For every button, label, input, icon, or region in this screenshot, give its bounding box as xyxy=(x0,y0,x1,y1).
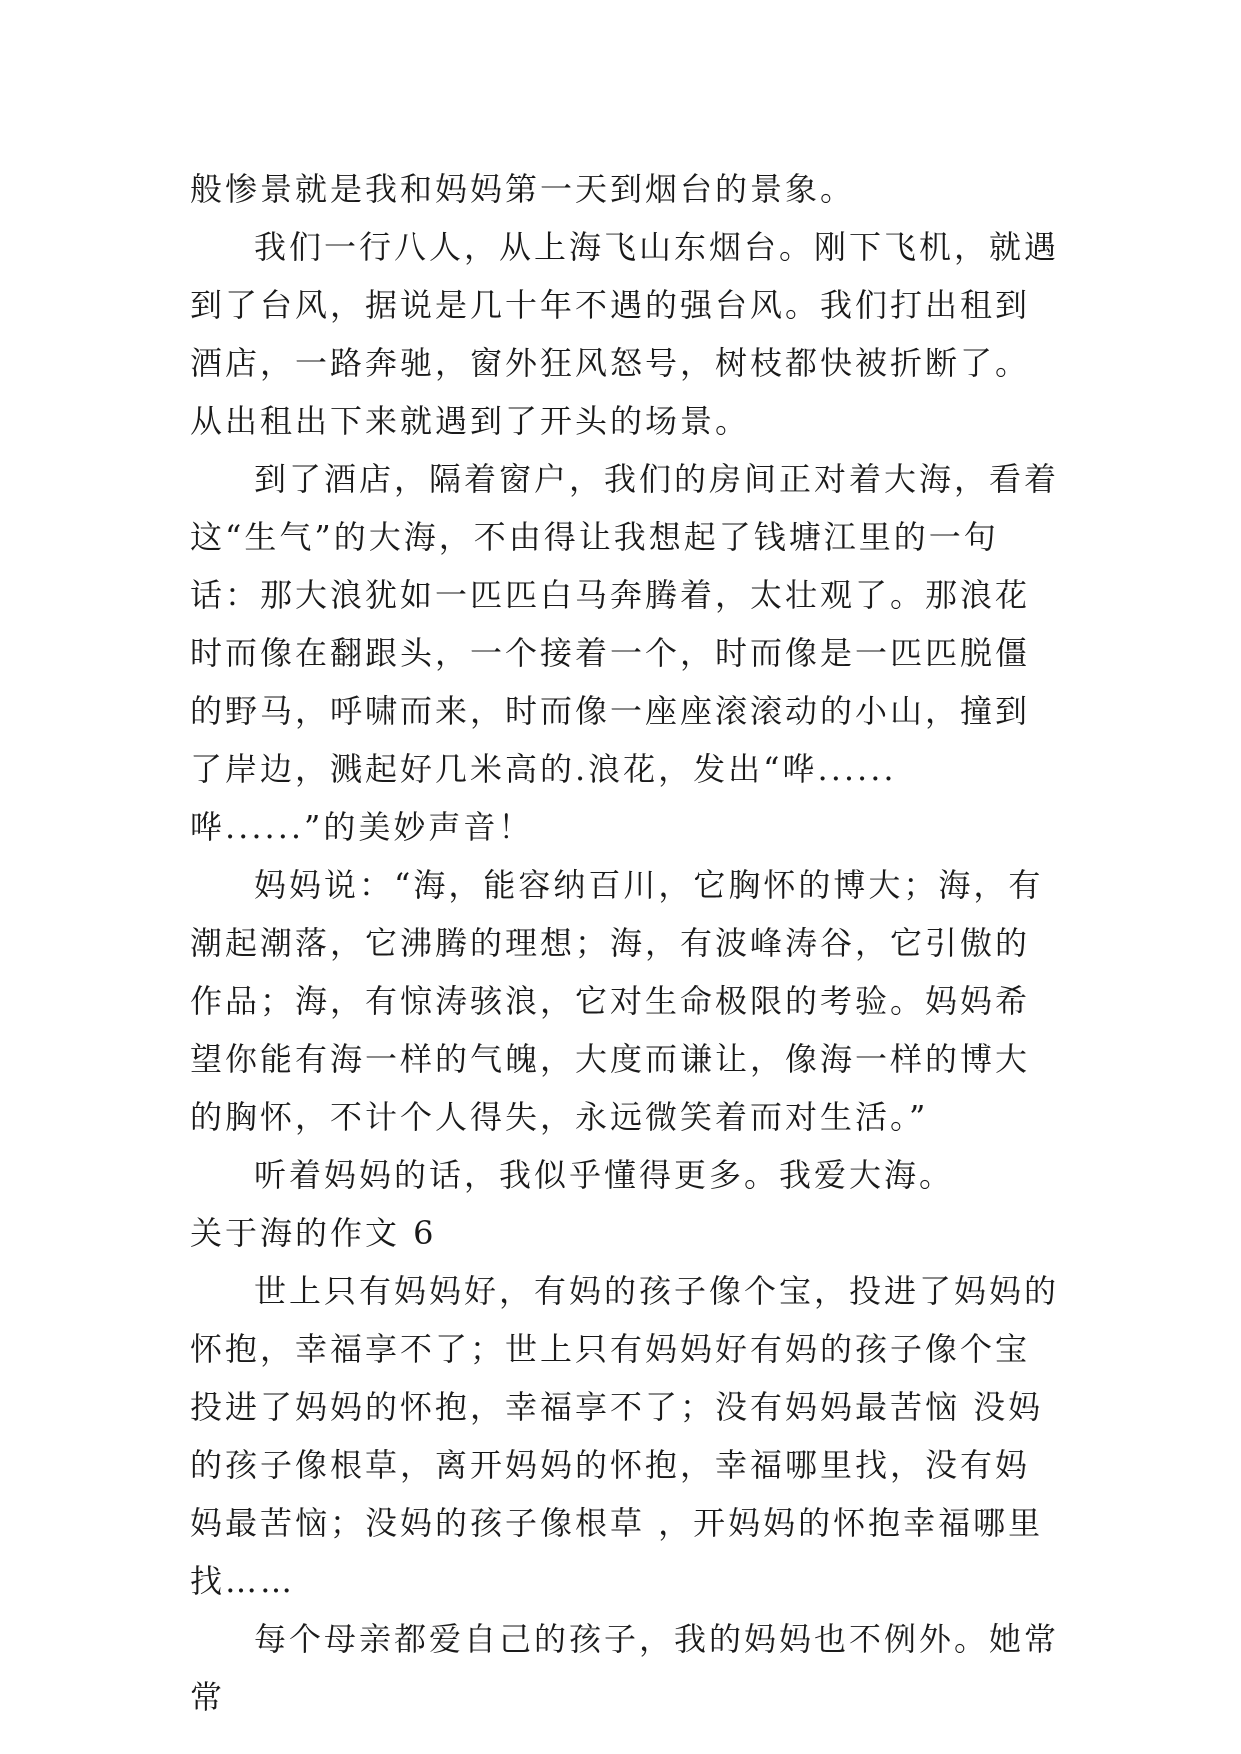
paragraph: 听着妈妈的话，我似乎懂得更多。我爱大海。 xyxy=(254,1156,955,1194)
paragraph-continuation: 般惨景就是我和妈妈第一天到烟台的景象。 xyxy=(190,170,856,208)
paragraph: 到了酒店，隔着窗户，我们的房间正对着大海，看着这“生气”的大海，不由得让我想起了钱塘江里的一句话：那大浪犹如一匹匹白马奔腾着，太壮观了。那浪花时而像在翻跟头，一个接着一个，时而像是一匹匹脱僵的野马，呼啸而来，时而像一座座滚滚动的小山，撞到了岸边，溅起好几米高的.浪花，发出“哗......哗......”的美妙声音！ xyxy=(190,460,1060,846)
paragraph: 我们一行八人，从上海飞山东烟台。刚下飞机，就遇到了台风，据说是几十年不遇的强台风。我们打出租到酒店，一路奔驰，窗外狂风怒号，树枝都快被折断了。从出租出下来就遇到了开头的场景。 xyxy=(190,228,1060,440)
section-heading: 关于海的作文 6 xyxy=(190,1214,437,1252)
document-body xyxy=(190,160,1060,1726)
paragraph: 每个母亲都爱自己的孩子，我的妈妈也不例外。她常常 xyxy=(190,1620,1060,1716)
paragraph: 世上只有妈妈好，有妈的孩子像个宝，投进了妈妈的怀抱，幸福享不了；世上只有妈妈好有妈的孩子像个宝 投进了妈妈的怀抱，幸福享不了；没有妈妈最苦恼 没妈的孩子像根草，离开妈妈的怀抱，幸福哪里找，没有妈妈最苦恼；没妈的孩子像根草 ，开妈妈的怀抱幸福哪里找…… xyxy=(190,1272,1060,1600)
paragraph: 妈妈说：“海，能容纳百川，它胸怀的博大；海，有潮起潮落，它沸腾的理想；海，有波峰涛谷，它引傲的作品；海，有惊涛骇浪，它对生命极限的考验。妈妈希望你能有海一样的气魄，大度而谦让，像海一样的博大的胸怀，不计个人得失，永远微笑着而对生活。” xyxy=(190,866,1044,1136)
